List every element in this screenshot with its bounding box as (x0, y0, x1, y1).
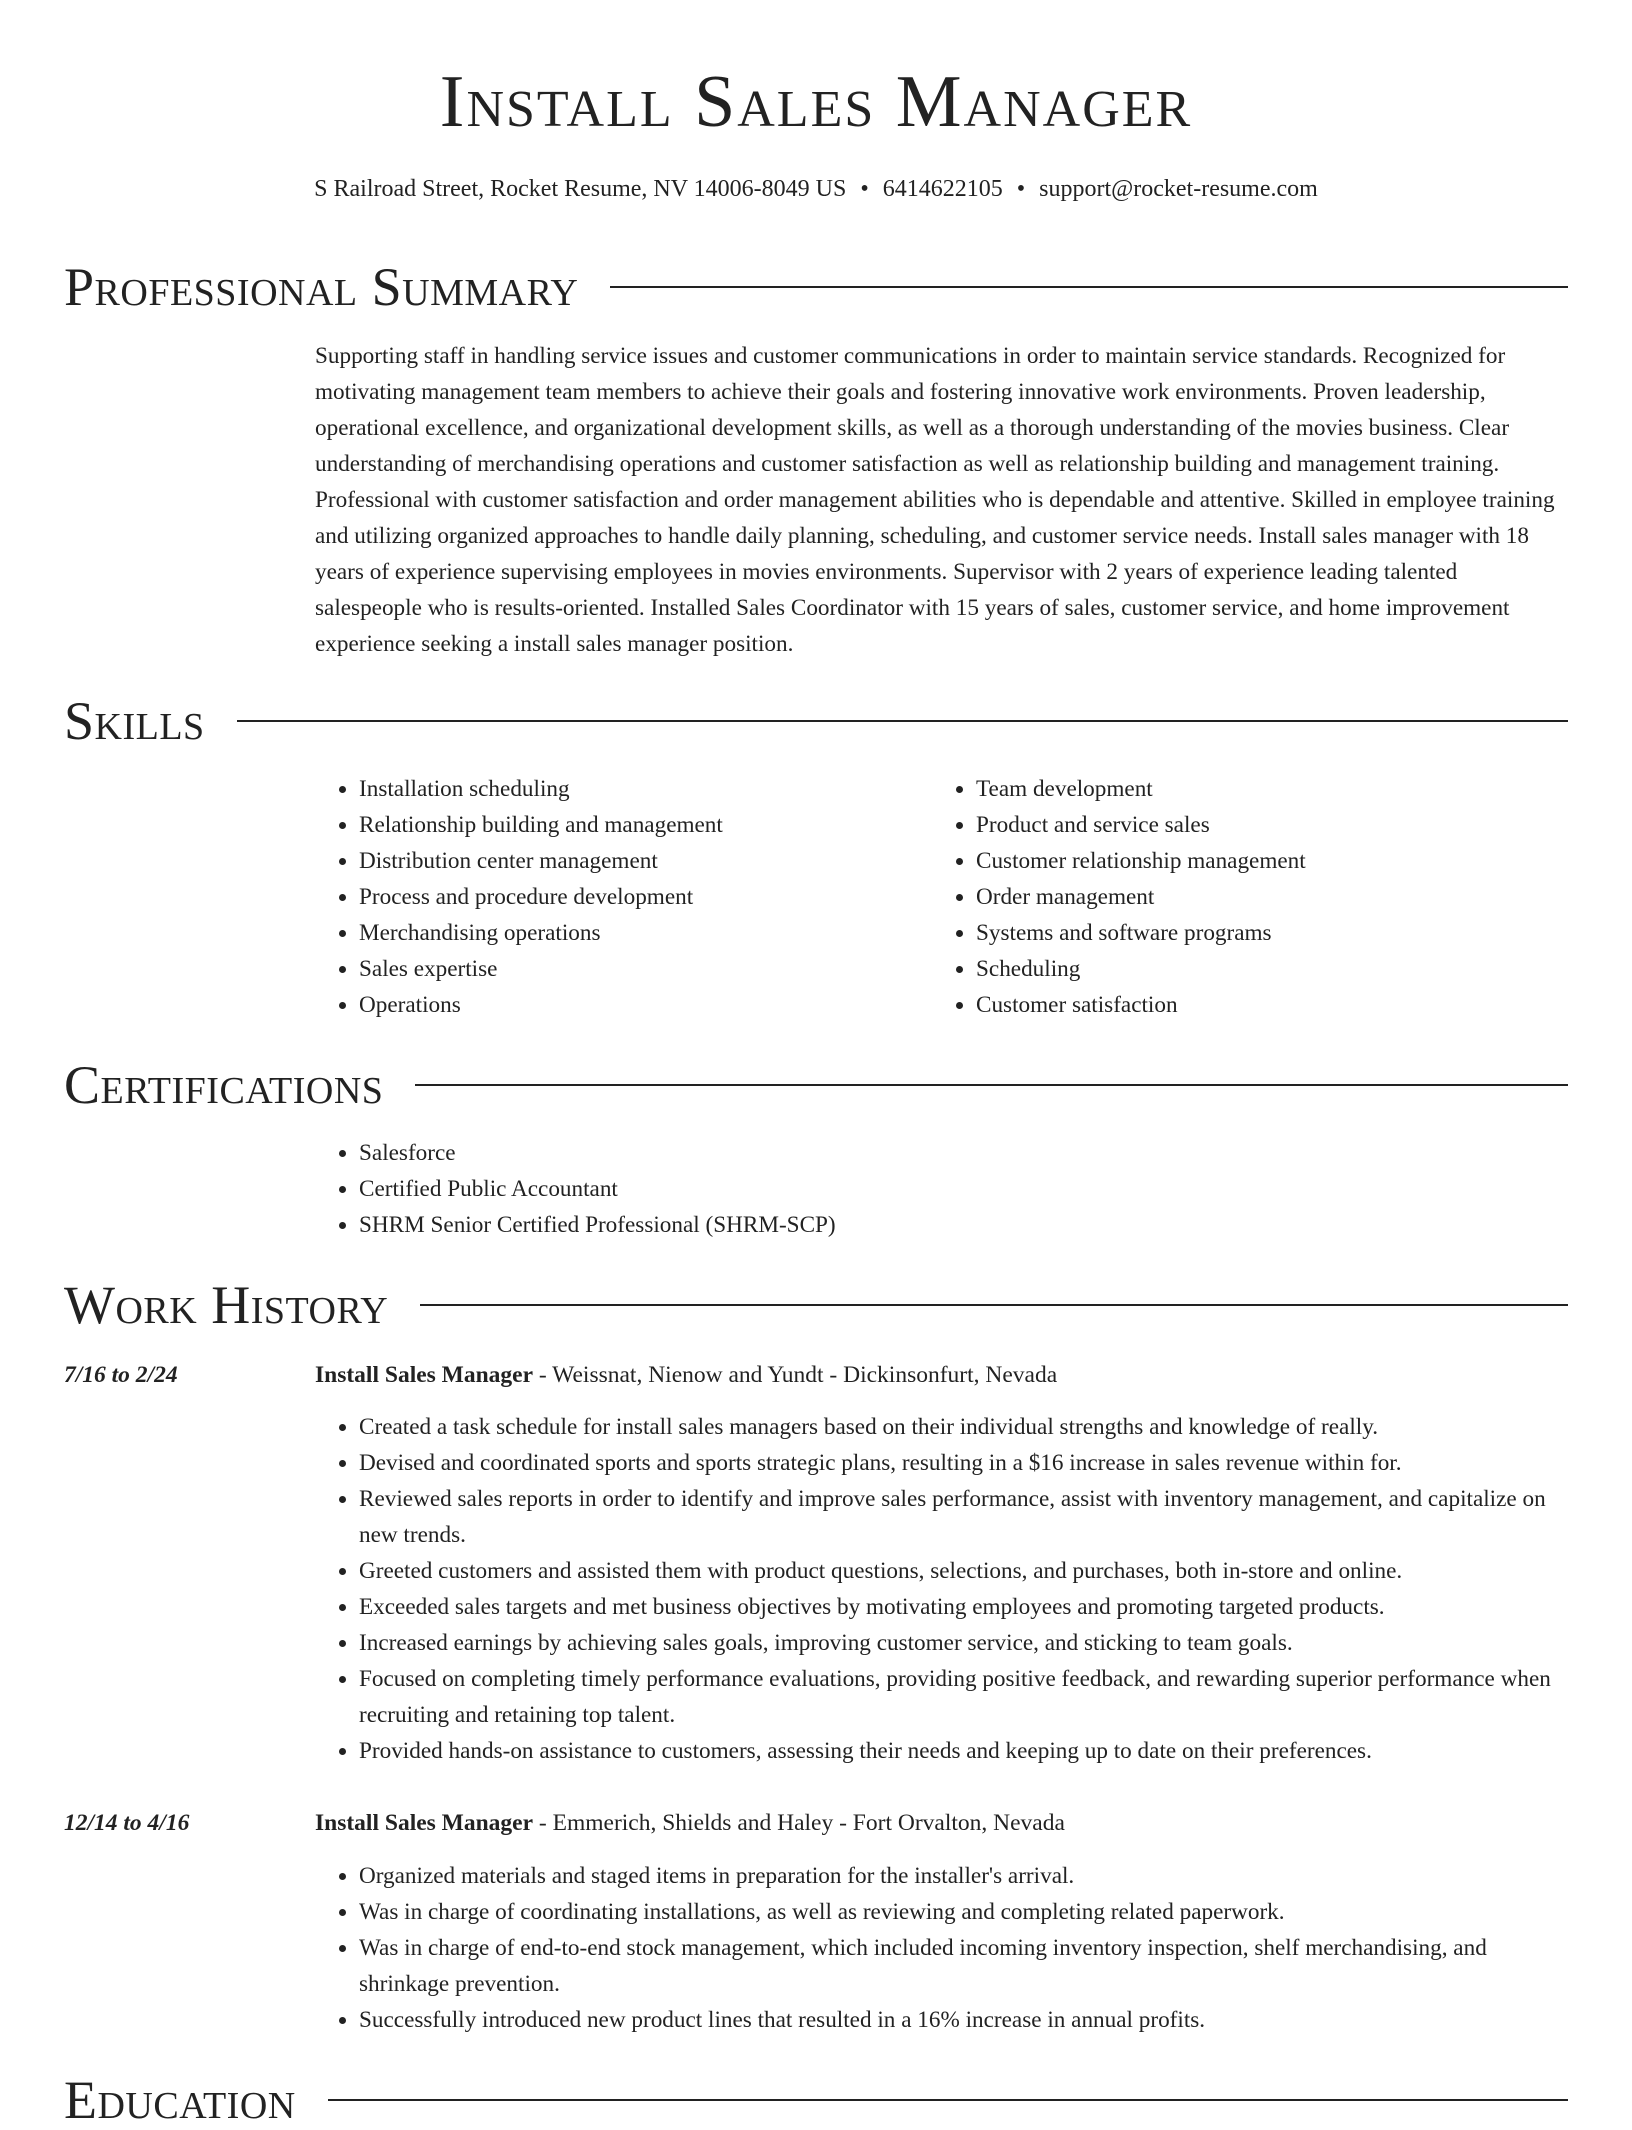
job-bullet: • Reviewed sales reports in order to identify and improve sales performance, assist with inventory management, and capitalize on new trends. (359, 1481, 1568, 1553)
summary-text: Supporting staff in handling service issues and customer communications in order to maintain service standards. Recognized for motivating management team members to achieve their goals and fostering innovative work environments. Proven leadership, operational excellence, and organizational development skills, as well as a thorough understanding of the movies business. Clear understanding of merchandising operations and customer satisfaction as well as relationship building and management training. Professional with customer satisfaction and order management abilities who is dependable and attentive. Skilled in employee training and utilizing organized approaches to handle daily planning, scheduling, and customer service needs. Install sales manager with 18 years of experience supervising employees in movies environments. Supervisor with 2 years of experience leading talented salespeople who is results-oriented. Installed Sales Coordinator with 15 years of sales, customer service, and home improvement experience seeking a install sales manager position. (315, 343, 1555, 657)
job-heading (315, 1357, 1568, 1393)
skill-item: • Merchandising operations (359, 915, 932, 951)
summary-heading: Professional Summary (64, 257, 579, 317)
section-divider (420, 1304, 1568, 1306)
skill-item: • Order management (976, 879, 1549, 915)
job-bullet: • Devised and coordinated sports and sports strategic plans, resulting in a $16 increase in sales revenue within for. (359, 1445, 1568, 1481)
contact-phone: 6414622105 (882, 176, 1003, 202)
certification-item: • SHRM Senior Certified Professional (SHRM-SCP) (359, 1207, 1568, 1243)
certifications-list (315, 1135, 1568, 1243)
work-history-heading: Work History (64, 1275, 389, 1335)
job-bullet: • Successfully introduced new product lines that resulted in a 16% increase in annual profits. (359, 2002, 1568, 2038)
certification-item: • Certified Public Accountant (359, 1171, 1568, 1207)
job-title: Install Sales Manager (315, 1810, 534, 1836)
skill-item: • Scheduling (976, 951, 1549, 987)
job-bullet: • Was in charge of coordinating installations, as well as reviewing and completing related paperwork. (359, 1894, 1568, 1930)
skill-item: • Team development (976, 771, 1549, 807)
section-divider (610, 286, 1568, 288)
education-section-header (64, 2070, 1568, 2130)
section-divider (415, 1084, 1568, 1086)
skill-item: • Distribution center management (359, 843, 932, 879)
job-bullet: • Exceeded sales targets and met business objectives by motivating employees and promoting targeted products. (359, 1589, 1568, 1625)
section-divider (237, 720, 1568, 722)
section-divider (328, 2099, 1568, 2101)
job-dates: 12/14 to 4/16 (64, 1810, 190, 1836)
skills-heading: Skills (64, 691, 205, 751)
skill-item: • Process and procedure development (359, 879, 932, 915)
job-employer-location: - Weissnat, Nienow and Yundt - Dickinsonfurt, Nevada (533, 1362, 1058, 1388)
job-employer-location: - Emmerich, Shields and Haley - Fort Orvalton, Nevada (533, 1810, 1065, 1836)
skill-item: • Product and service sales (976, 807, 1549, 843)
job-bullets (315, 1858, 1568, 2038)
job-dates: 7/16 to 2/24 (64, 1362, 178, 1388)
job-heading (315, 1805, 1568, 1841)
skill-item: • Operations (359, 987, 932, 1023)
certification-item: • Salesforce (359, 1135, 1568, 1171)
summary-body (315, 338, 1568, 662)
certifications-section-header (64, 1055, 1568, 1115)
skill-item: • Sales expertise (359, 951, 932, 987)
job-bullet: • Provided hands-on assistance to customers, assessing their needs and keeping up to date on their preferences. (359, 1733, 1568, 1769)
contact-email: support@rocket-resume.com (1039, 176, 1318, 202)
job-bullets (315, 1409, 1568, 1769)
summary-section-header (64, 257, 1568, 317)
contact-address: S Railroad Street, Rocket Resume, NV 14006-8049 US (314, 176, 847, 202)
skills-section-header (64, 691, 1568, 751)
job-title: Install Sales Manager (315, 1362, 534, 1388)
skill-item: • Customer relationship management (976, 843, 1549, 879)
skills-column-left (315, 771, 932, 1023)
contact-line (0, 174, 1632, 204)
candidate-name: Install Sales Manager (439, 61, 1193, 143)
contact-separator: • (860, 176, 869, 202)
skills-list (315, 771, 1568, 1023)
skills-column-right (932, 771, 1549, 1023)
job-bullet: • Increased earnings by achieving sales goals, improving customer service, and sticking to team goals. (359, 1625, 1568, 1661)
job-bullet: • Organized materials and staged items in preparation for the installer's arrival. (359, 1858, 1568, 1894)
skill-item: • Relationship building and management (359, 807, 932, 843)
contact-separator: • (1016, 176, 1026, 202)
skill-item: • Customer satisfaction (976, 987, 1549, 1023)
skill-item: • Installation scheduling (359, 771, 932, 807)
job-bullet: • Created a task schedule for install sales managers based on their individual strengths and knowledge of really. (359, 1409, 1568, 1445)
skill-item: • Systems and software programs (976, 915, 1549, 951)
work-history-section-header (64, 1275, 1568, 1335)
education-heading: Education (64, 2070, 296, 2130)
job-bullet: • Greeted customers and assisted them with product questions, selections, and purchases, both in-store and online. (359, 1553, 1568, 1589)
job-bullet: • Focused on completing timely performance evaluations, providing positive feedback, and rewarding superior performance when recruiting and retaining top talent. (359, 1661, 1568, 1733)
certifications-heading: Certifications (64, 1055, 384, 1115)
job-bullet: • Was in charge of end-to-end stock management, which included incoming inventory inspection, shelf merchandising, and shrinkage prevention. (359, 1930, 1568, 2002)
